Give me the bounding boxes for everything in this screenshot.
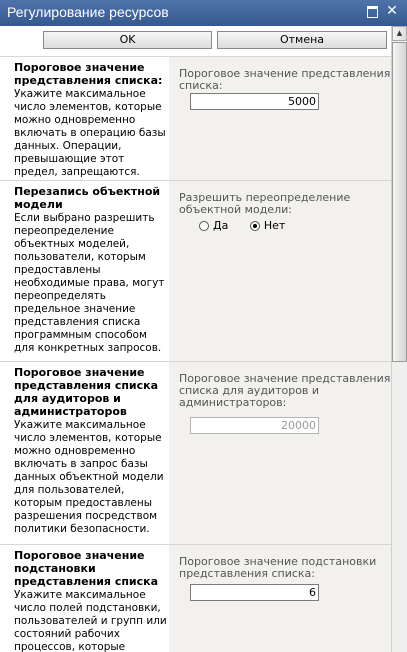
section-heading: Пороговое значение представления списка:	[14, 61, 163, 87]
override-radio-group	[199, 220, 391, 232]
section-heading: Пороговое значение подстановки представления списка	[14, 549, 159, 588]
vertical-scrollbar[interactable]	[391, 26, 407, 652]
radio-checked-icon[interactable]	[250, 221, 260, 231]
radio-yes[interactable]	[199, 220, 228, 232]
section-description: Укажите максимальное число элементов, которые можно одновременно включать в запрос базы данных объектной модели для пользователей, которым предоставлены разрешения посредством политики безопасности.	[14, 419, 164, 535]
window-title: Регулирование ресурсов	[7, 4, 169, 20]
section-info	[8, 57, 169, 180]
section-controls	[169, 57, 391, 180]
section-heading: Перезапись объектной модели	[14, 185, 161, 211]
button-bar	[0, 26, 391, 56]
close-icon[interactable]: ✕	[386, 3, 398, 19]
section-info	[8, 362, 169, 544]
radio-no-label: Нет	[263, 219, 286, 232]
section-heading: Пороговое значение представления списка для аудиторов и администраторов	[14, 366, 159, 418]
title-bar	[0, 0, 407, 26]
list-view-threshold-input[interactable]: 5000	[190, 93, 319, 110]
field-label: Пороговое значение представления списка:	[179, 67, 391, 92]
section-description: Укажите максимальное число элементов, которые можно одновременно включать в операцию базы данных. Операции, превышающие этот предел, запрещаются.	[14, 88, 166, 178]
section-controls	[169, 362, 391, 544]
section-description: Если выбрано разрешить переопределение объектных моделей, пользователи, которым предоставлены необходимые права, могут переопределять предельное значение представления списка программным способом для конкретных запросов.	[14, 212, 165, 354]
scrollbar-thumb[interactable]	[392, 42, 407, 362]
dialog-content	[0, 26, 391, 652]
ok-button[interactable]: OK	[43, 31, 212, 49]
section-list-view-threshold	[0, 56, 391, 180]
section-controls	[169, 545, 391, 652]
section-lookup-threshold	[0, 544, 391, 652]
section-object-model-override	[0, 180, 391, 361]
section-info	[8, 545, 169, 652]
field-label: Разрешить переопределение объектной модели:	[179, 191, 351, 216]
scroll-up-icon[interactable]: ▲	[392, 26, 407, 41]
section-auditor-threshold	[0, 361, 391, 544]
radio-yes-label: Да	[213, 219, 229, 232]
section-controls	[169, 181, 391, 361]
section-info	[8, 181, 169, 361]
field-label: Пороговое значение подстановки представления списка:	[179, 555, 377, 580]
cancel-button[interactable]: Отмена	[217, 31, 387, 49]
radio-no[interactable]	[250, 220, 285, 232]
section-description: Укажите максимальное число полей подстановки, пользователей и групп или состояний рабочих процессов, которые	[14, 589, 167, 652]
maximize-icon[interactable]	[364, 3, 380, 19]
radio-unchecked-icon[interactable]	[199, 221, 209, 231]
auditor-threshold-input[interactable]: 20000	[190, 417, 319, 434]
field-label: Пороговое значение представления списка для аудиторов и администраторов:	[179, 372, 391, 409]
lookup-threshold-input[interactable]: 6	[190, 584, 319, 601]
